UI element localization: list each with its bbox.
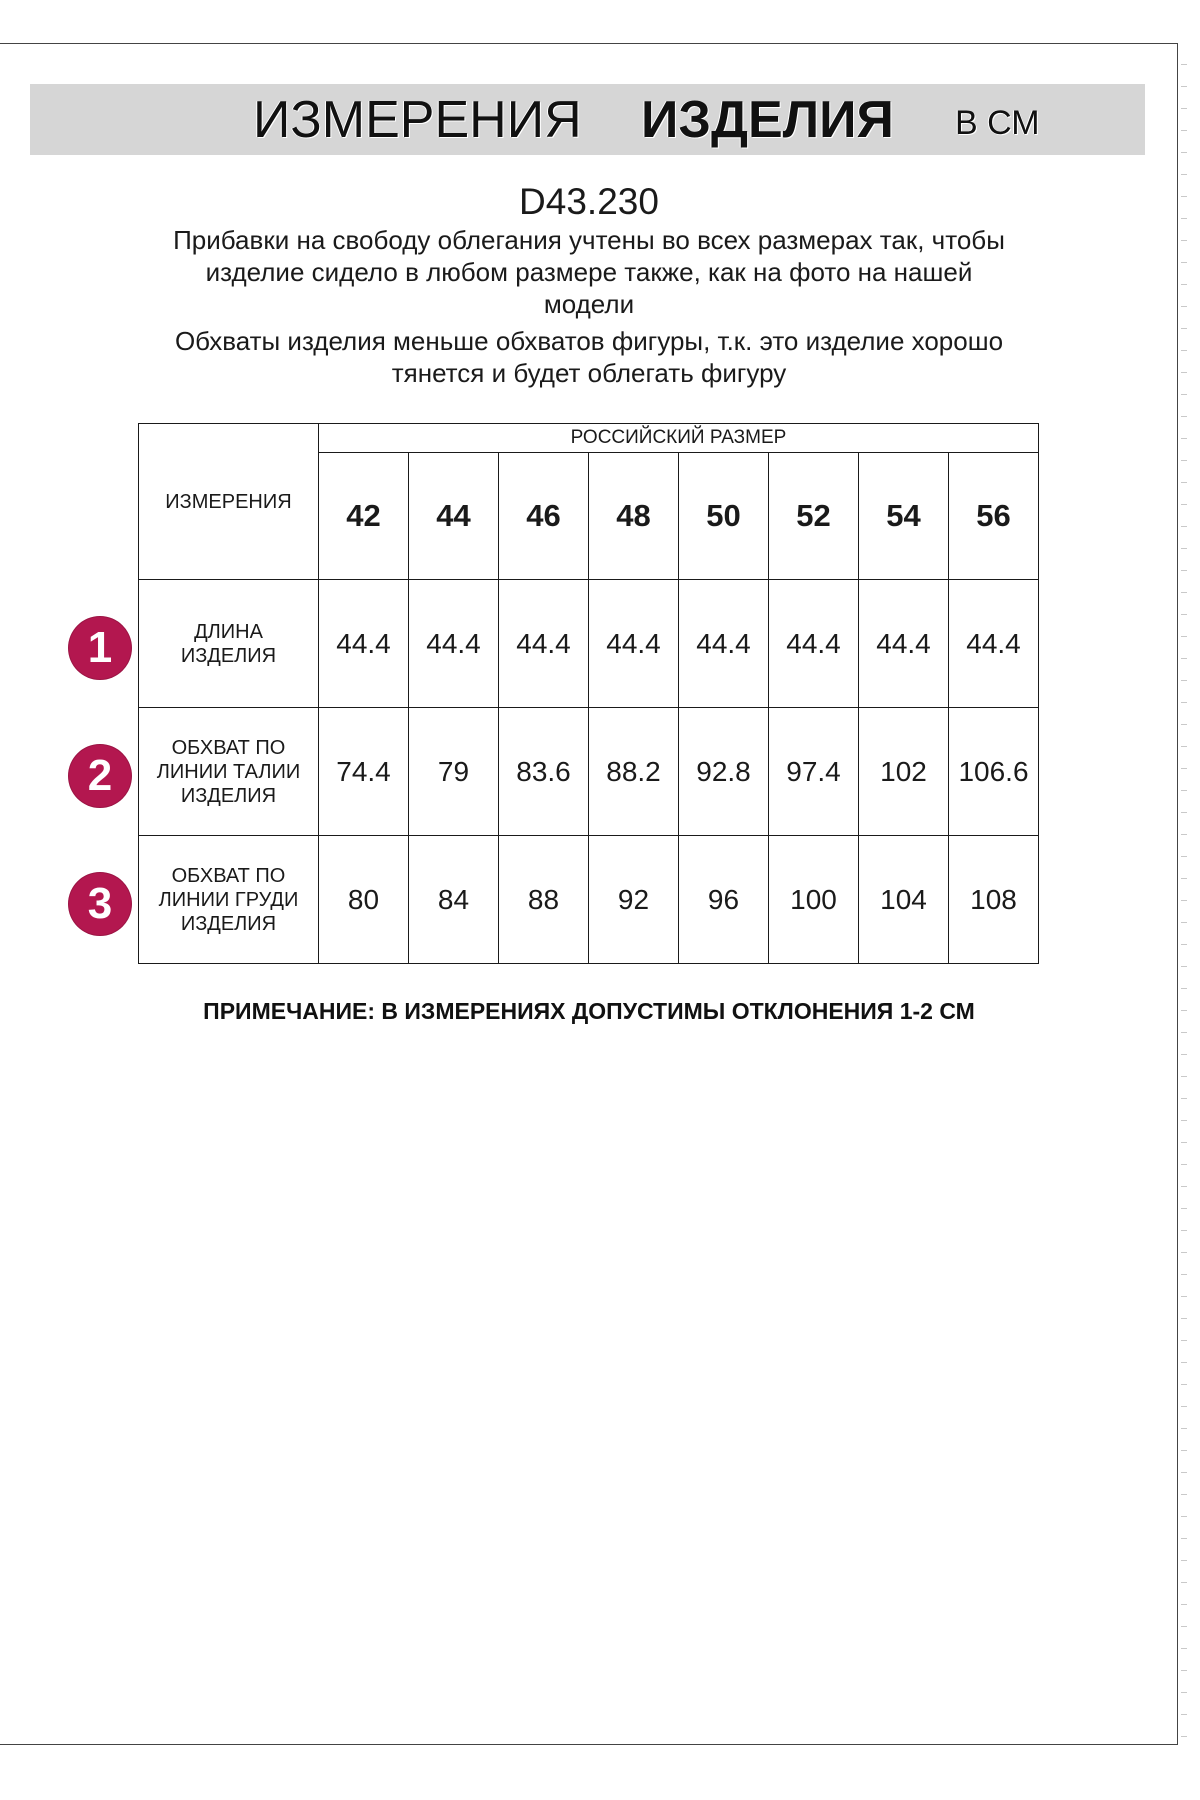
article-number: D43.230 — [519, 181, 659, 222]
table-cell: 44.4 — [859, 580, 949, 708]
row-label-line: ОБХВАТ ПО — [171, 736, 286, 759]
table-cell: 44.4 — [409, 580, 499, 708]
size-header: 52 — [769, 453, 859, 580]
title-unit: В СМ — [955, 104, 1040, 142]
table-cell: 102 — [859, 708, 949, 836]
table-cell: 83.6 — [499, 708, 589, 836]
table-cell: 74.4 — [319, 708, 409, 836]
row-label-chest — [139, 836, 319, 964]
title-measurements: ИЗМЕРЕНИЯ — [253, 91, 582, 149]
row-label-length — [139, 580, 319, 708]
size-header: 54 — [859, 453, 949, 580]
table-cell: 84 — [409, 836, 499, 964]
stretch-note — [120, 325, 1058, 389]
table-cell: 44.4 — [949, 580, 1039, 708]
table-cell: 44.4 — [319, 580, 409, 708]
stretch-note-line: тянется и будет облегать фигуру — [391, 358, 787, 388]
size-header: 46 — [499, 453, 589, 580]
size-header: 48 — [589, 453, 679, 580]
table-cell: 92 — [589, 836, 679, 964]
table-cell: 88 — [499, 836, 589, 964]
table-cell: 96 — [679, 836, 769, 964]
table-cell: 100 — [769, 836, 859, 964]
tolerance-note: ПРИМЕЧАНИЕ: В ИЗМЕРЕНИЯХ ДОПУСТИМЫ ОТКЛОНЕНИЯ 1-2 СМ — [203, 998, 975, 1024]
table-row-waist — [139, 708, 1039, 836]
table-row-length — [139, 580, 1039, 708]
table-cell: 104 — [859, 836, 949, 964]
table-cell: 44.4 — [679, 580, 769, 708]
table-cell: 97.4 — [769, 708, 859, 836]
ease-note-line: модели — [543, 289, 635, 319]
table-cell: 44.4 — [589, 580, 679, 708]
size-table — [138, 423, 1039, 964]
table-cell: 108 — [949, 836, 1039, 964]
row-label-line: ИЗДЕЛИЯ — [180, 912, 277, 935]
measurement-badge-3: 3 — [69, 873, 131, 935]
measurement-badge-1: 1 — [69, 617, 131, 679]
row-label-line: ДЛИНА — [194, 620, 263, 643]
table-cell: 92.8 — [679, 708, 769, 836]
table-cell: 88.2 — [589, 708, 679, 836]
ease-note-line: Прибавки на свободу облегания учтены во всех размерах так, чтобы — [173, 225, 1005, 255]
table-cell: 80 — [319, 836, 409, 964]
ease-note-line: изделие сидело в любом размере также, как на фото на нашей — [205, 257, 973, 287]
table-cell: 44.4 — [769, 580, 859, 708]
stretch-note-line: Обхваты изделия меньше обхватов фигуры, т.к. это изделие хорошо — [174, 326, 1004, 356]
row-label-line: ЛИНИИ ТАЛИИ — [156, 760, 301, 783]
table-row-chest — [139, 836, 1039, 964]
measurements-header: ИЗМЕРЕНИЯ — [139, 424, 319, 580]
table-cell: 44.4 — [499, 580, 589, 708]
row-label-line: ИЗДЕЛИЯ — [180, 644, 277, 667]
table-cell: 79 — [409, 708, 499, 836]
row-label-line: ОБХВАТ ПО — [171, 864, 286, 887]
size-header: 50 — [679, 453, 769, 580]
row-label-waist — [139, 708, 319, 836]
row-label-line: ЛИНИИ ГРУДИ — [158, 888, 299, 911]
title-garment: ИЗДЕЛИЯ — [641, 91, 894, 149]
ease-note — [120, 224, 1058, 320]
russian-size-header: РОССИЙСКИЙ РАЗМЕР — [319, 424, 1039, 453]
size-header: 56 — [949, 453, 1039, 580]
table-cell: 106.6 — [949, 708, 1039, 836]
size-header: 44 — [409, 453, 499, 580]
size-header: 42 — [319, 453, 409, 580]
measurement-badge-2: 2 — [69, 745, 131, 807]
edge-ruler-marks — [1181, 43, 1195, 1745]
row-label-line: ИЗДЕЛИЯ — [180, 784, 277, 807]
